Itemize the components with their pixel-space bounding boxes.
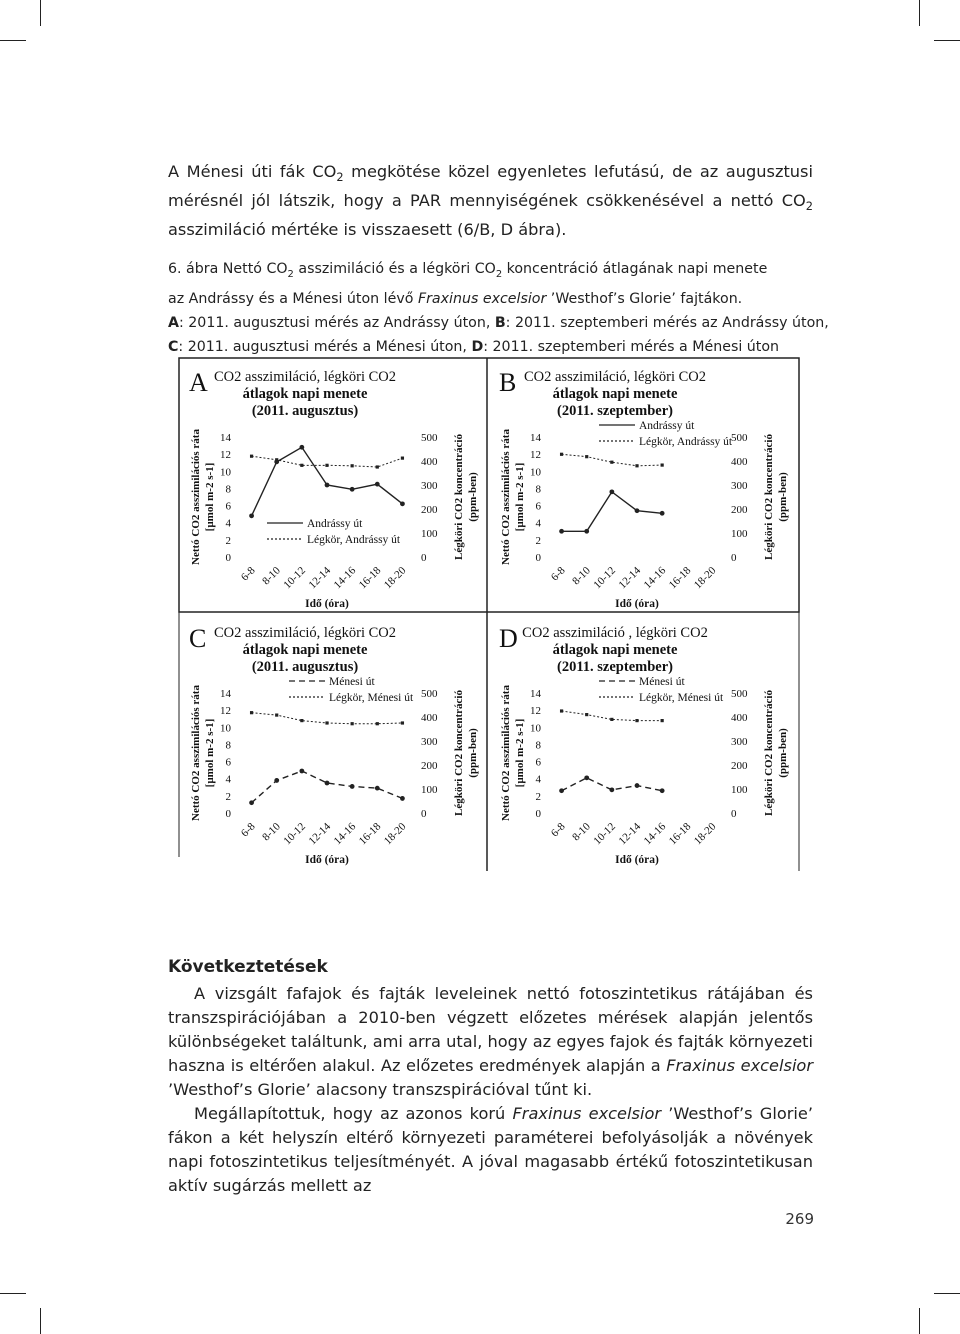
crop-mark [40,1308,41,1334]
chart-title-line: (2011. augusztus) [251,403,359,419]
conclusion-paragraph-2: Megállapítottuk, hogy az azonos korú Fraxinus excelsior ’Westhof’s Glorie’ fákon a két helyszín eltérő környezeti paraméterei befolyásolják a növények napi fotoszintetikus teljesítményét. A jóval magasabb értékű fotoszintetikusan aktív sugárzás mellett az [168,1104,813,1195]
y2-axis-title-line: Légköri CO2 koncentráció [763,434,775,560]
y2-tick-label: 0 [731,808,737,820]
data-point [375,482,380,487]
y-axis-title-line: Nettó CO2 asszimilációs ráta [500,429,512,565]
data-point [400,501,405,506]
crop-mark [919,0,920,26]
x-tick-label: 16-18 [666,564,694,592]
y2-tick-label: 400 [731,456,748,468]
chart-title-line: (2011. szeptember) [557,659,673,675]
data-point [249,800,254,805]
legend-label: Ménesi út [639,676,685,688]
data-point [275,713,278,716]
y-tick-label: 6 [535,500,541,513]
y2-axis-title-line: (ppm-ben) [777,728,789,778]
data-point [376,722,379,725]
chart-panel-a [189,368,479,610]
legend-label: Légkör, Andrássy út [639,436,733,448]
y-tick-label: 10 [530,466,541,479]
x-axis-title: Idő (óra) [305,598,349,610]
y-axis-title-line: Nettó CO2 asszimilációs ráta [190,429,202,565]
chart-panel-b [499,368,789,610]
data-point [350,487,355,492]
chart-title-line: átlagok napi menete [242,642,368,658]
data-point [584,775,589,780]
data-point [250,711,253,714]
y-tick-label: 12 [530,449,541,462]
data-point [299,445,304,450]
y2-tick-label: 400 [421,712,438,724]
x-tick-label: 8-10 [570,564,593,588]
data-point [401,721,404,724]
chart-title-line: CO2 asszimiláció, légköri CO2 [213,625,397,641]
y2-tick-label: 200 [421,504,438,516]
y-tick-label: 6 [535,756,541,769]
y-tick-label: 12 [220,449,231,462]
series-line-0 [562,492,663,531]
y2-tick-label: 100 [731,528,748,540]
x-tick-label: 10-12 [281,820,308,848]
y-tick-label: 14 [220,432,231,444]
data-point [635,464,638,467]
x-tick-label: 16-18 [356,564,384,592]
x-tick-label: 8-10 [260,564,283,588]
x-tick-label: 10-12 [591,820,618,848]
chart-title-line: (2011. augusztus) [251,659,359,675]
y2-tick-label: 300 [421,480,438,492]
section-heading: Következtetések [168,957,328,977]
data-point [325,464,328,467]
y-tick-label: 8 [225,739,231,752]
x-tick-label: 14-16 [331,820,359,848]
data-point [376,465,379,468]
y-axis-title-line: [µmol m-2 s-1] [514,462,526,532]
series-line-1 [562,454,663,466]
y-tick-label: 8 [535,739,541,752]
panel-letter: D [499,624,518,653]
y-tick-label: 12 [220,705,231,718]
x-tick-label: 6-8 [548,820,568,840]
x-tick-label: 8-10 [260,820,283,844]
y2-tick-label: 0 [421,552,427,564]
y-tick-label: 4 [225,773,231,786]
legend-label: Légkör, Ménesi út [639,692,724,704]
y2-axis-title-line: (ppm-ben) [777,472,789,522]
x-tick-label: 6-8 [238,564,258,584]
chart-title-line: CO2 asszimiláció, légköri CO2 [523,369,707,385]
x-tick-label: 18-20 [381,564,409,592]
y-tick-label: 6 [225,500,231,513]
x-tick-label: 10-12 [281,564,308,592]
y2-tick-label: 100 [421,528,438,540]
y2-tick-label: 300 [421,736,438,748]
data-point [559,788,564,793]
intro-paragraph: A Ménesi úti fák $CO_2$ megkötése közel egyenletes lefutású, de az augusztusi mérésnél jól látszik, hogy a PAR mennyiségének csökkenésével a nettó $CO_2$ asszimiláció mértéke is visszaesett (6/B, D ábra). [168,162,813,240]
figure-caption: 6. ábra Nettó $CO_2$ asszimiláció és a légköri $CO_2$ koncentráció átlagának napi menete az Andrássy és a Ménesi úton lévő Fraxinus excelsior ’Westhof’s Glorie’ fajtákon. A: 2011. augusztusi mérés az Andrássy úton, B: 2011. szeptemberi mérés az Andrássy úton, C: 2011. augusztusi mérés a Ménesi úton, D: 2011. szeptemberi mérés a Ménesi úton [168,261,829,355]
chart-panel-d [499,624,789,866]
y-tick-label: 4 [535,773,541,786]
data-point [351,722,354,725]
y-tick-label: 10 [220,466,231,479]
y2-axis-title-line: (ppm-ben) [467,472,479,522]
data-point [249,513,254,518]
x-axis-title: Idő (óra) [615,598,659,610]
chart-title-line: átlagok napi menete [552,642,678,658]
y2-axis-title [453,434,479,560]
y2-tick-label: 500 [421,688,438,700]
data-point [661,463,664,466]
y-tick-label: 2 [535,534,541,547]
data-point [609,489,614,494]
data-point [560,709,563,712]
y-tick-label: 0 [225,552,231,564]
y-axis-title-line: [µmol m-2 s-1] [204,462,216,532]
data-point [274,778,279,783]
x-tick-label: 18-20 [691,564,719,592]
y2-axis-title-line: Légköri CO2 koncentráció [453,434,465,560]
chart-title-line: (2011. szeptember) [557,403,673,419]
y-axis-title-line: Nettó CO2 asszimilációs ráta [190,685,202,821]
data-point [585,455,588,458]
data-point [559,529,564,534]
data-point [585,713,588,716]
y-axis-title [500,685,526,821]
data-point [325,721,328,724]
x-tick-label: 18-20 [691,820,719,848]
x-axis-title: Idő (óra) [615,854,659,866]
y-tick-label: 14 [530,432,541,444]
y2-tick-label: 0 [421,808,427,820]
data-point [584,529,589,534]
y-tick-label: 10 [530,722,541,735]
y-tick-label: 2 [225,790,231,803]
data-point [660,511,665,516]
crop-mark [40,0,41,26]
panel-letter: C [189,624,207,653]
y-tick-label: 14 [220,688,231,700]
data-point [635,783,640,788]
x-axis-title: Idő (óra) [305,854,349,866]
y2-axis-title-line: Légköri CO2 koncentráció [763,690,775,816]
y-tick-label: 2 [225,534,231,547]
data-point [610,461,613,464]
series-line-0 [252,771,403,803]
x-tick-label: 12-14 [306,564,334,592]
legend-label: Légkör, Andrássy út [307,534,401,546]
y-tick-label: 0 [535,808,541,820]
data-point [635,508,640,513]
y2-tick-label: 300 [731,480,748,492]
panel-letter: A [189,368,208,397]
panel-letter: B [499,368,517,397]
x-tick-label: 14-16 [641,564,669,592]
y-tick-label: 8 [225,483,231,496]
chart-title-line: átlagok napi menete [242,386,368,402]
crop-mark [0,40,26,41]
data-point [661,719,664,722]
data-point [250,455,253,458]
y2-tick-label: 100 [421,784,438,796]
page-number: 269 [785,1210,814,1228]
data-point [560,453,563,456]
x-tick-label: 12-14 [616,820,644,848]
x-tick-label: 12-14 [616,564,644,592]
data-point [375,786,380,791]
y2-tick-label: 400 [731,712,748,724]
legend-label: Andrássy út [639,420,695,432]
y2-tick-label: 500 [731,432,748,444]
y-axis-title-line: [µmol m-2 s-1] [514,718,526,788]
data-point [609,787,614,792]
y-axis-title [500,429,526,565]
crop-mark [934,1293,960,1294]
y2-tick-label: 500 [421,432,438,444]
y2-tick-label: 200 [731,504,748,516]
y-tick-label: 10 [220,722,231,735]
x-tick-label: 6-8 [548,564,568,584]
crop-mark [934,40,960,41]
y-tick-label: 12 [530,705,541,718]
y-tick-label: 8 [535,483,541,496]
data-point [325,483,330,488]
y-tick-label: 4 [225,517,231,530]
x-tick-label: 14-16 [331,564,359,592]
y-axis-title [190,685,216,821]
y2-tick-label: 0 [731,552,737,564]
x-tick-label: 16-18 [356,820,384,848]
y-tick-label: 6 [225,756,231,769]
y2-tick-label: 200 [421,760,438,772]
data-point [299,769,304,774]
legend-label: Légkör, Ménesi út [329,692,414,704]
y2-axis-title [763,434,789,560]
data-point [300,719,303,722]
y2-tick-label: 200 [731,760,748,772]
data-point [610,718,613,721]
data-point [325,781,330,786]
data-point [635,719,638,722]
y-tick-label: 2 [535,790,541,803]
data-point [350,784,355,789]
y2-axis-title [763,690,789,816]
legend-label: Ménesi út [329,676,375,688]
crop-mark [919,1308,920,1334]
y2-tick-label: 100 [731,784,748,796]
x-tick-label: 18-20 [381,820,409,848]
figure-6-charts [177,357,801,873]
y2-tick-label: 400 [421,456,438,468]
x-tick-label: 12-14 [306,820,334,848]
chart-title-line: CO2 asszimiláció, légköri CO2 [213,369,397,385]
x-tick-label: 14-16 [641,820,669,848]
data-point [400,796,405,801]
data-point [351,464,354,467]
conclusion-text [168,982,813,1198]
chart-panel-c [189,624,479,866]
y-axis-title-line: [µmol m-2 s-1] [204,718,216,788]
y-axis-title-line: Nettó CO2 asszimilációs ráta [500,685,512,821]
y2-tick-label: 300 [731,736,748,748]
x-tick-label: 16-18 [666,820,694,848]
data-point [275,458,278,461]
legend-label: Andrássy út [307,518,363,530]
x-tick-label: 6-8 [238,820,258,840]
y2-tick-label: 500 [731,688,748,700]
y-tick-label: 0 [225,808,231,820]
data-point [300,464,303,467]
y-tick-label: 14 [530,688,541,700]
y-tick-label: 4 [535,517,541,530]
series-line-0 [252,447,403,516]
data-point [401,457,404,460]
data-point [660,788,665,793]
conclusion-paragraph-1: A vizsgált fafajok és fajták leveleinek nettó fotoszintetikus rátájában és transzspirációjában a 2010-ben végzett előzetes mérések alapján jelentős különbségeket találtunk, ami arra utal, hogy az egyes fajok és fajták környezeti haszna is eltérően alakul. Az előzetes eredmények alapján a Fraxinus excelsior ’Westhof’s Glorie’ alacsony transzspirációval tűnt ki. [168,984,813,1099]
crop-mark [0,1293,26,1294]
y2-axis-title-line: Légköri CO2 koncentráció [453,690,465,816]
y-axis-title [190,429,216,565]
y-tick-label: 0 [535,552,541,564]
x-tick-label: 10-12 [591,564,618,592]
chart-title-line: CO2 asszimiláció , légköri CO2 [522,625,708,641]
x-tick-label: 8-10 [570,820,593,844]
chart-title-line: átlagok napi menete [552,386,678,402]
y2-axis-title [453,690,479,816]
y2-axis-title-line: (ppm-ben) [467,728,479,778]
